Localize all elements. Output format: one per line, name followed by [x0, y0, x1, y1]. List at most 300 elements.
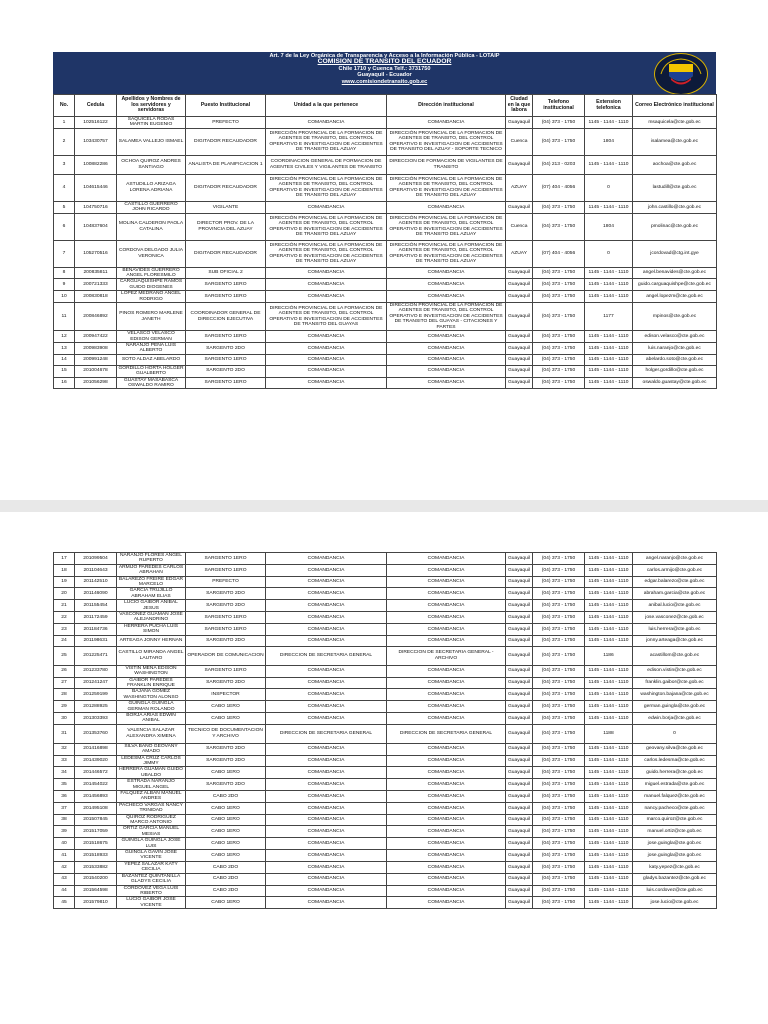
email-cell: luis.herrera@cte.gob.ec: [633, 623, 717, 635]
ciudad-cell: Cuenca: [506, 128, 533, 155]
direccion-cell: COMANDANCIA: [387, 665, 506, 677]
row-number: 19: [54, 576, 75, 588]
puesto-cell: SARGENTO 1ERO: [186, 291, 266, 303]
unidad-cell: COMANDANCIA: [266, 564, 387, 576]
email-cell: carlos.armijo@cte.gob.ec: [633, 564, 717, 576]
extension-cell: 1145 - 1144 - 1110: [585, 743, 633, 755]
name-cell: CASTILLO MIRANDA ANGEL LAUTARO: [117, 646, 186, 665]
ciudad-cell: Guayaquil: [506, 279, 533, 291]
puesto-cell: SARGENTO 1ERO: [186, 377, 266, 389]
direccion-cell: DIRECCIÓN PROVINCIAL DE LA FORMACION DE AGENTES DE TRANSITO, DEL CONTROL OPERATIVO E INVESTIGACION DE ACCIDENTES DE TRANSITO DEL GUAYAS - CITACIONES Y PARTES: [387, 303, 506, 331]
puesto-cell: SARGENTO 1ERO: [186, 279, 266, 291]
ciudad-cell: Guayaquil: [506, 861, 533, 873]
email-cell: manuel.falquez@cte.gob.ec: [633, 791, 717, 803]
extension-cell: 1145 - 1144 - 1110: [585, 331, 633, 343]
direccion-cell: COMANDANCIA: [387, 802, 506, 814]
cedula-cell: 200846892: [75, 303, 117, 331]
extension-cell: 1145 - 1144 - 1110: [585, 576, 633, 588]
direccion-cell: COMANDANCIA: [387, 588, 506, 600]
unidad-cell: COMANDANCIA: [266, 677, 387, 689]
telefono-cell: (04) 373 - 1750: [533, 600, 585, 612]
name-cell: FALQUEZ ALBAN MANUEL ANDRES: [117, 791, 186, 803]
row-number: 21: [54, 600, 75, 612]
row-number: 38: [54, 814, 75, 826]
ciudad-cell: Guayaquil: [506, 826, 533, 838]
row-number: 8: [54, 267, 75, 279]
cedula-cell: 104750716: [75, 201, 117, 213]
email-cell: edison.vistin@cte.gob.ec: [633, 665, 717, 677]
name-cell: GUINGLA GAVIN JOSE VICENTE: [117, 850, 186, 862]
row-number: 4: [54, 174, 75, 201]
ciudad-cell: Cuenca: [506, 213, 533, 240]
puesto-cell: CABO 1ERO: [186, 712, 266, 724]
direccion-cell: DIRECCIÓN PROVINCIAL DE LA FORMACION DE AGENTES DE TRANSITO, DEL CONTROL OPERATIVO E INVESTIGACION DE ACCIDENTES DE TRANSITO DEL AZUAY: [387, 240, 506, 267]
row-number: 1: [54, 117, 75, 129]
header-banner: [53, 52, 716, 94]
row-number: 37: [54, 802, 75, 814]
row-number: 23: [54, 623, 75, 635]
cedula-cell: 201495108: [75, 802, 117, 814]
name-cell: SOTO ALDAZ ABELARDO: [117, 354, 186, 365]
extension-cell: 1145 - 1144 - 1110: [585, 612, 633, 624]
extension-cell: 1145 - 1144 - 1110: [585, 873, 633, 885]
cedula-cell: 201564598: [75, 885, 117, 897]
table-row: [54, 802, 717, 814]
direccion-cell: COMANDANCIA: [387, 354, 506, 365]
ciudad-cell: Guayaquil: [506, 850, 533, 862]
telefono-cell: (04) 373 - 1750: [533, 303, 585, 331]
name-cell: BALAREZO FREIRE EDGAR MARCELO: [117, 576, 186, 588]
row-number: 18: [54, 564, 75, 576]
direccion-cell: DIRECCIÓN PROVINCIAL DE LA FORMACION DE AGENTES DE TRANSITO, DEL CONTROL OPERATIVO E INVESTIGACION DE ACCIDENTES DE TRANSITO DEL AZUAY: [387, 174, 506, 201]
direccion-cell: COMANDANCIA: [387, 623, 506, 635]
telefono-cell: (04) 373 - 1750: [533, 791, 585, 803]
puesto-cell: SARGENTO 2DO: [186, 779, 266, 791]
telefono-cell: (04) 373 - 1750: [533, 623, 585, 635]
extension-cell: 1145 - 1144 - 1110: [585, 701, 633, 713]
telefono-cell: (04) 373 - 1750: [533, 646, 585, 665]
ciudad-cell: Guayaquil: [506, 743, 533, 755]
col-email: Correo Electrónico institucional: [633, 95, 717, 117]
row-number: 9: [54, 279, 75, 291]
puesto-cell: SARGENTO 1ERO: [186, 553, 266, 565]
name-cell: VELASCO VELASCO EDISON GERMAN: [117, 331, 186, 343]
unidad-cell: COMANDANCIA: [266, 743, 387, 755]
cedula-cell: 201533882: [75, 861, 117, 873]
row-number: 30: [54, 712, 75, 724]
name-cell: GUINGLA GUINGLA JOSE LUIS: [117, 838, 186, 850]
puesto-cell: CABO 2DO: [186, 885, 266, 897]
ciudad-cell: Guayaquil: [506, 600, 533, 612]
puesto-cell: PREFECTO: [186, 117, 266, 129]
extension-cell: 1145 - 1144 - 1110: [585, 342, 633, 354]
telefono-cell: (07) 404 - 4056: [533, 240, 585, 267]
telefono-cell: (04) 373 - 1750: [533, 802, 585, 814]
puesto-cell: CABO 1ERO: [186, 838, 266, 850]
telefono-cell: (04) 373 - 1750: [533, 576, 585, 588]
unidad-cell: COMANDANCIA: [266, 576, 387, 588]
extension-cell: 1145 - 1144 - 1110: [585, 365, 633, 377]
puesto-cell: CABO 1ERO: [186, 701, 266, 713]
name-cell: BAJAÑA GOMEZ WASHINGTON ALONSO: [117, 689, 186, 701]
cedula-cell: 100882286: [75, 155, 117, 174]
ciudad-cell: Guayaquil: [506, 291, 533, 303]
table-row: [54, 291, 717, 303]
staff-table-page-1: [53, 94, 717, 389]
table-row: [54, 850, 717, 862]
extension-cell: 1145 - 1144 - 1110: [585, 377, 633, 389]
unidad-cell: COMANDANCIA: [266, 838, 387, 850]
table-row: [54, 564, 717, 576]
telefono-cell: (04) 373 - 1750: [533, 331, 585, 343]
direccion-cell: COMANDANCIA: [387, 767, 506, 779]
website-link[interactable]: www.comisiondetransito.gob.ec: [341, 78, 428, 85]
table-row: [54, 897, 717, 909]
row-number: 25: [54, 646, 75, 665]
name-cell: OCHOA QUIROZ ANDRES SANTIAGO: [117, 155, 186, 174]
puesto-cell: CABO 1ERO: [186, 802, 266, 814]
unidad-cell: COMANDANCIA: [266, 689, 387, 701]
extension-cell: 1145 - 1144 - 1110: [585, 814, 633, 826]
telefono-cell: (04) 373 - 1750: [533, 826, 585, 838]
unidad-cell: COMANDANCIA: [266, 291, 387, 303]
telefono-cell: (04) 373 - 1750: [533, 267, 585, 279]
name-cell: LOPEZ MEDRANO ANGEL RODRIGO: [117, 291, 186, 303]
row-number: 13: [54, 342, 75, 354]
puesto-cell: SARGENTO 2DO: [186, 743, 266, 755]
unidad-cell: COMANDANCIA: [266, 712, 387, 724]
cedula-cell: 102516122: [75, 117, 117, 129]
email-cell: jonny.arteaga@cte.gob.ec: [633, 635, 717, 646]
email-cell: mpinos@cte.gob.ec: [633, 303, 717, 331]
ciudad-cell: Guayaquil: [506, 623, 533, 635]
direccion-cell: COMANDANCIA: [387, 267, 506, 279]
direccion-cell: COMANDANCIA: [387, 814, 506, 826]
direccion-cell: COMANDANCIA: [387, 553, 506, 565]
staff-table-page-2: [53, 552, 717, 909]
telefono-cell: (04) 373 - 1750: [533, 743, 585, 755]
telefono-cell: (04) 373 - 1750: [533, 885, 585, 897]
cedula-cell: 201225471: [75, 646, 117, 665]
document-page-1: [0, 0, 768, 500]
row-number: 28: [54, 689, 75, 701]
email-cell: abelardo.soto@cte.gob.ec: [633, 354, 717, 365]
col-name: Apellidos y Nombres de los servidores y servidoras: [117, 95, 186, 117]
ciudad-cell: Guayaquil: [506, 576, 533, 588]
email-cell: luis.naranjo@cte.gob.ec: [633, 342, 717, 354]
cedula-cell: 103430757: [75, 128, 117, 155]
name-cell: VALENCIA SALAZAR ALEXANDRA XIMENA: [117, 724, 186, 743]
row-number: 5: [54, 201, 75, 213]
telefono-cell: (04) 373 - 1750: [533, 861, 585, 873]
direccion-cell: COMANDANCIA: [387, 873, 506, 885]
table-row: [54, 279, 717, 291]
extension-cell: 1145 - 1144 - 1110: [585, 897, 633, 909]
telefono-cell: (04) 373 - 1750: [533, 838, 585, 850]
cedula-cell: 201155454: [75, 600, 117, 612]
cedula-cell: 201518675: [75, 838, 117, 850]
extension-cell: 1188: [585, 724, 633, 743]
unidad-cell: DIRECCIÓN PROVINCIAL DE LA FORMACION DE AGENTES DE TRANSITO, DEL CONTROL OPERATIVO E INVESTIGACION DE ACCIDENTES DE TRANSITO DEL AZUAY: [266, 128, 387, 155]
unidad-cell: COMANDANCIA: [266, 117, 387, 129]
unidad-cell: COMANDANCIA: [266, 279, 387, 291]
col-ciudad: Ciudad en la que labora: [506, 95, 533, 117]
unidad-cell: COMANDANCIA: [266, 600, 387, 612]
telefono-cell: (04) 213 - 0203: [533, 155, 585, 174]
row-number: 20: [54, 588, 75, 600]
row-number: 26: [54, 665, 75, 677]
table-row: [54, 677, 717, 689]
table-row: [54, 701, 717, 713]
cedula-cell: 201004678: [75, 365, 117, 377]
name-cell: SILVA BAÑO GEOVANY AMADO: [117, 743, 186, 755]
extension-cell: 1145 - 1144 - 1110: [585, 623, 633, 635]
row-number: 2: [54, 128, 75, 155]
ciudad-cell: Guayaquil: [506, 767, 533, 779]
telefono-cell: (04) 373 - 1750: [533, 755, 585, 767]
name-cell: VASCONEZ GUAMAN JOSE ALEJANDRINO: [117, 612, 186, 624]
cedula-cell: 200721333: [75, 279, 117, 291]
email-cell: abraham.garcia@cte.gob.ec: [633, 588, 717, 600]
ciudad-cell: Guayaquil: [506, 201, 533, 213]
row-number: 16: [54, 377, 75, 389]
telefono-cell: (04) 373 - 1750: [533, 612, 585, 624]
puesto-cell: SARGENTO 1ERO: [186, 564, 266, 576]
direccion-cell: COMANDANCIA: [387, 755, 506, 767]
table-row: [54, 885, 717, 897]
telefono-cell: (04) 373 - 1750: [533, 873, 585, 885]
telefono-cell: (04) 373 - 1750: [533, 635, 585, 646]
cedula-cell: 201233780: [75, 665, 117, 677]
cedula-cell: 201303393: [75, 712, 117, 724]
col-direccion: Dirección institucional: [387, 95, 506, 117]
direccion-cell: DIRECCIÓN PROVINCIAL DE LA FORMACION DE AGENTES DE TRANSITO, DEL CONTROL OPERATIVO E INVESTIGACION DE ACCIDENTES DE TRANSITO DEL AZUAY - SOPORTE TECNICO: [387, 128, 506, 155]
puesto-cell: DIGITADOR RECAUDADOR: [186, 174, 266, 201]
unidad-cell: COMANDANCIA: [266, 331, 387, 343]
telefono-cell: (04) 373 - 1750: [533, 724, 585, 743]
row-number: 27: [54, 677, 75, 689]
name-cell: PACHECO VARGAS NANCY TRINIDAD: [117, 802, 186, 814]
document-page-2: [0, 512, 768, 1024]
table-row: [54, 117, 717, 129]
row-number: 17: [54, 553, 75, 565]
table-row: [54, 623, 717, 635]
email-cell: edwin.borja@cte.gob.ec: [633, 712, 717, 724]
cedula-cell: 200991248: [75, 354, 117, 365]
ciudad-cell: AZUAY: [506, 240, 533, 267]
telefono-cell: (04) 373 - 1750: [533, 701, 585, 713]
col-telefono: Telefono institucional: [533, 95, 585, 117]
unidad-cell: COMANDANCIA: [266, 767, 387, 779]
email-cell: oswaldo.guastay@cte.gob.ec: [633, 377, 717, 389]
name-cell: BAZANTEZ QUINTANILLA GLADYS CECILIA: [117, 873, 186, 885]
unidad-cell: COMANDANCIA: [266, 873, 387, 885]
unidad-cell: DIRECCIÓN PROVINCIAL DE LA FORMACION DE AGENTES DE TRANSITO, DEL CONTROL OPERATIVO E INVESTIGACION DE ACCIDENTES DE TRANSITO DEL AZUAY: [266, 174, 387, 201]
ciudad-cell: Guayaquil: [506, 701, 533, 713]
table-row: [54, 814, 717, 826]
ciudad-cell: Guayaquil: [506, 665, 533, 677]
email-cell: angel.naranjo@cte.gob.ec: [633, 553, 717, 565]
telefono-cell: (04) 373 - 1750: [533, 850, 585, 862]
address-line: Chile 1710 y Cuenca Telf.: 3731750: [338, 65, 431, 72]
unidad-cell: DIRECCIÓN PROVINCIAL DE LA FORMACION DE AGENTES DE TRANSITO, DEL CONTROL OPERATIVO E INVESTIGACION DE ACCIDENTES DE TRANSITO DEL AZUAY: [266, 213, 387, 240]
table-row: [54, 365, 717, 377]
direccion-cell: COMANDANCIA: [387, 635, 506, 646]
email-cell: miguel.estrada@cte.gob.ec: [633, 779, 717, 791]
name-cell: QUIROZ RODRIGUEZ MARCO ANTONIO: [117, 814, 186, 826]
puesto-cell: CABO 1ERO: [186, 767, 266, 779]
ciudad-cell: Guayaquil: [506, 155, 533, 174]
row-number: 43: [54, 873, 75, 885]
ciudad-cell: Guayaquil: [506, 365, 533, 377]
name-cell: GUINGLA GUINGLA GERMAN ROLANDO: [117, 701, 186, 713]
cte-shield-logo-icon: [654, 53, 708, 95]
row-number: 15: [54, 365, 75, 377]
ciudad-cell: Guayaquil: [506, 677, 533, 689]
row-number: 22: [54, 612, 75, 624]
ciudad-cell: Guayaquil: [506, 342, 533, 354]
cedula-cell: 201288925: [75, 701, 117, 713]
direccion-cell: COMANDANCIA: [387, 331, 506, 343]
name-cell: HERRERA PUCHA LUIS SIMON: [117, 623, 186, 635]
name-cell: VISTIN MENA EDISON WASHINGTON: [117, 665, 186, 677]
name-cell: GARCIA TRUJILLO ABRAHAM ELIAS: [117, 588, 186, 600]
unidad-cell: COMANDANCIA: [266, 802, 387, 814]
cedula-cell: 201172459: [75, 612, 117, 624]
telefono-cell: (04) 373 - 1750: [533, 354, 585, 365]
table-row: [54, 331, 717, 343]
unidad-cell: COMANDANCIA: [266, 623, 387, 635]
unidad-cell: DIRECCIÓN PROVINCIAL DE LA FORMACION DE AGENTES DE TRANSITO, DEL CONTROL OPERATIVO E INVESTIGACION DE ACCIDENTES DE TRANSITO DEL AZUAY: [266, 240, 387, 267]
extension-cell: 1145 - 1144 - 1110: [585, 279, 633, 291]
table-row: [54, 826, 717, 838]
direccion-cell: COMANDANCIA: [387, 279, 506, 291]
puesto-cell: COORDINADOR GENERAL DE DIRECCION EJECUTIVA: [186, 303, 266, 331]
unidad-cell: COMANDANCIA: [266, 861, 387, 873]
extension-cell: 1145 - 1144 - 1110: [585, 885, 633, 897]
direccion-cell: COMANDANCIA: [387, 689, 506, 701]
telefono-cell: (04) 373 - 1750: [533, 712, 585, 724]
puesto-cell: SARGENTO 1ERO: [186, 354, 266, 365]
unidad-cell: COMANDANCIA: [266, 791, 387, 803]
ciudad-cell: Guayaquil: [506, 117, 533, 129]
cedula-cell: 200830818: [75, 291, 117, 303]
col-puesto: Puesto Institucional: [186, 95, 266, 117]
telefono-cell: (04) 373 - 1750: [533, 117, 585, 129]
ciudad-cell: Guayaquil: [506, 612, 533, 624]
puesto-cell: CABO 1ERO: [186, 897, 266, 909]
email-cell: holger.gordillo@cte.gob.ec: [633, 365, 717, 377]
cedula-cell: 201104643: [75, 564, 117, 576]
extension-cell: 1186: [585, 646, 633, 665]
cedula-cell: 201416898: [75, 743, 117, 755]
name-cell: ARMIJO PAREDES CARLOS ABRAHAN: [117, 564, 186, 576]
extension-cell: 1145 - 1144 - 1110: [585, 861, 633, 873]
puesto-cell: CABO 1ERO: [186, 826, 266, 838]
unidad-cell: COMANDANCIA: [266, 665, 387, 677]
ciudad-cell: Guayaquil: [506, 635, 533, 646]
table-row: [54, 155, 717, 174]
table-row: [54, 588, 717, 600]
cedula-cell: 201507845: [75, 814, 117, 826]
direccion-cell: DIRECCIÓN PROVINCIAL DE LA FORMACION DE AGENTES DE TRANSITO, DEL CONTROL OPERATIVO E INVESTIGACION DE ACCIDENTES DE TRANSITO DEL AZUAY: [387, 213, 506, 240]
name-cell: CORDOVEZ VEGA LUIS RIBERTO: [117, 885, 186, 897]
puesto-cell: VIGILANTE: [186, 201, 266, 213]
extension-cell: 1145 - 1144 - 1110: [585, 712, 633, 724]
cedula-cell: 201146090: [75, 588, 117, 600]
puesto-cell: SARGENTO 2DO: [186, 365, 266, 377]
row-number: 32: [54, 743, 75, 755]
puesto-cell: CABO 2DO: [186, 873, 266, 885]
row-number: 40: [54, 838, 75, 850]
extension-cell: 1177: [585, 303, 633, 331]
col-unidad: Unidad a la que pertenece: [266, 95, 387, 117]
telefono-cell: (04) 373 - 1750: [533, 201, 585, 213]
email-cell: carlos.ledesma@cte.gob.ec: [633, 755, 717, 767]
ciudad-cell: Guayaquil: [506, 791, 533, 803]
email-cell: jose.lucio@cte.gob.ec: [633, 897, 717, 909]
row-number: 14: [54, 354, 75, 365]
extension-cell: 1145 - 1144 - 1110: [585, 838, 633, 850]
col-cedula: Cedula: [75, 95, 117, 117]
telefono-cell: (04) 373 - 1750: [533, 665, 585, 677]
telefono-cell: (04) 373 - 1750: [533, 767, 585, 779]
telefono-cell: (04) 373 - 1750: [533, 291, 585, 303]
name-cell: GUASTAY MASABASCA OSWALDO RAMIRO: [117, 377, 186, 389]
unidad-cell: COMANDANCIA: [266, 779, 387, 791]
table-row: [54, 779, 717, 791]
cedula-cell: 105270516: [75, 240, 117, 267]
table-row: [54, 377, 717, 389]
direccion-cell: COMANDANCIA: [387, 365, 506, 377]
unidad-cell: COMANDANCIA: [266, 267, 387, 279]
email-cell: pmolinac@cte.gob.ec: [633, 213, 717, 240]
telefono-cell: (04) 373 - 1750: [533, 342, 585, 354]
ciudad-cell: AZUAY: [506, 174, 533, 201]
name-cell: HERRERA GUAMAN GUIDO UBALDO: [117, 767, 186, 779]
telefono-cell: (04) 373 - 1750: [533, 689, 585, 701]
telefono-cell: (04) 373 - 1750: [533, 588, 585, 600]
email-cell: franklin.gaibor@cte.gob.ec: [633, 677, 717, 689]
extension-cell: 1145 - 1144 - 1110: [585, 600, 633, 612]
extension-cell: 1145 - 1144 - 1110: [585, 201, 633, 213]
name-cell: SALAMEA VALLEJO ISMAEL: [117, 128, 186, 155]
institution-title: COMISION DE TRANSITO DEL ECUADOR: [317, 58, 452, 66]
row-number: 10: [54, 291, 75, 303]
direccion-cell: COMANDANCIA: [387, 564, 506, 576]
puesto-cell: SARGENTO 2DO: [186, 342, 266, 354]
direccion-cell: COMANDANCIA: [387, 377, 506, 389]
extension-cell: 1145 - 1144 - 1110: [585, 826, 633, 838]
table-row: [54, 174, 717, 201]
ciudad-cell: Guayaquil: [506, 646, 533, 665]
direccion-cell: COMANDANCIA: [387, 117, 506, 129]
telefono-cell: (07) 404 - 4056: [533, 174, 585, 201]
puesto-cell: CABO 2DO: [186, 861, 266, 873]
ciudad-cell: Guayaquil: [506, 802, 533, 814]
ciudad-cell: Guayaquil: [506, 689, 533, 701]
unidad-cell: DIRECCIÓN PROVINCIAL DE LA FORMACION DE AGENTES DE TRANSITO, DEL CONTROL OPERATIVO E INVESTIGACION DE ACCIDENTES DE TRANSITO DEL GUAYAS: [266, 303, 387, 331]
telefono-cell: (04) 373 - 1750: [533, 564, 585, 576]
telefono-cell: (04) 373 - 1750: [533, 213, 585, 240]
row-number: 45: [54, 897, 75, 909]
email-cell: msaquicela@cte.gob.ec: [633, 117, 717, 129]
cedula-cell: 201198631: [75, 635, 117, 646]
puesto-cell: DIRECTOR PROV. DE LA PROVINCIA DEL AZUAY: [186, 213, 266, 240]
name-cell: LEDESMA CRUZ CARLOS JIMMY: [117, 755, 186, 767]
table-row: [54, 213, 717, 240]
unidad-cell: COMANDANCIA: [266, 635, 387, 646]
